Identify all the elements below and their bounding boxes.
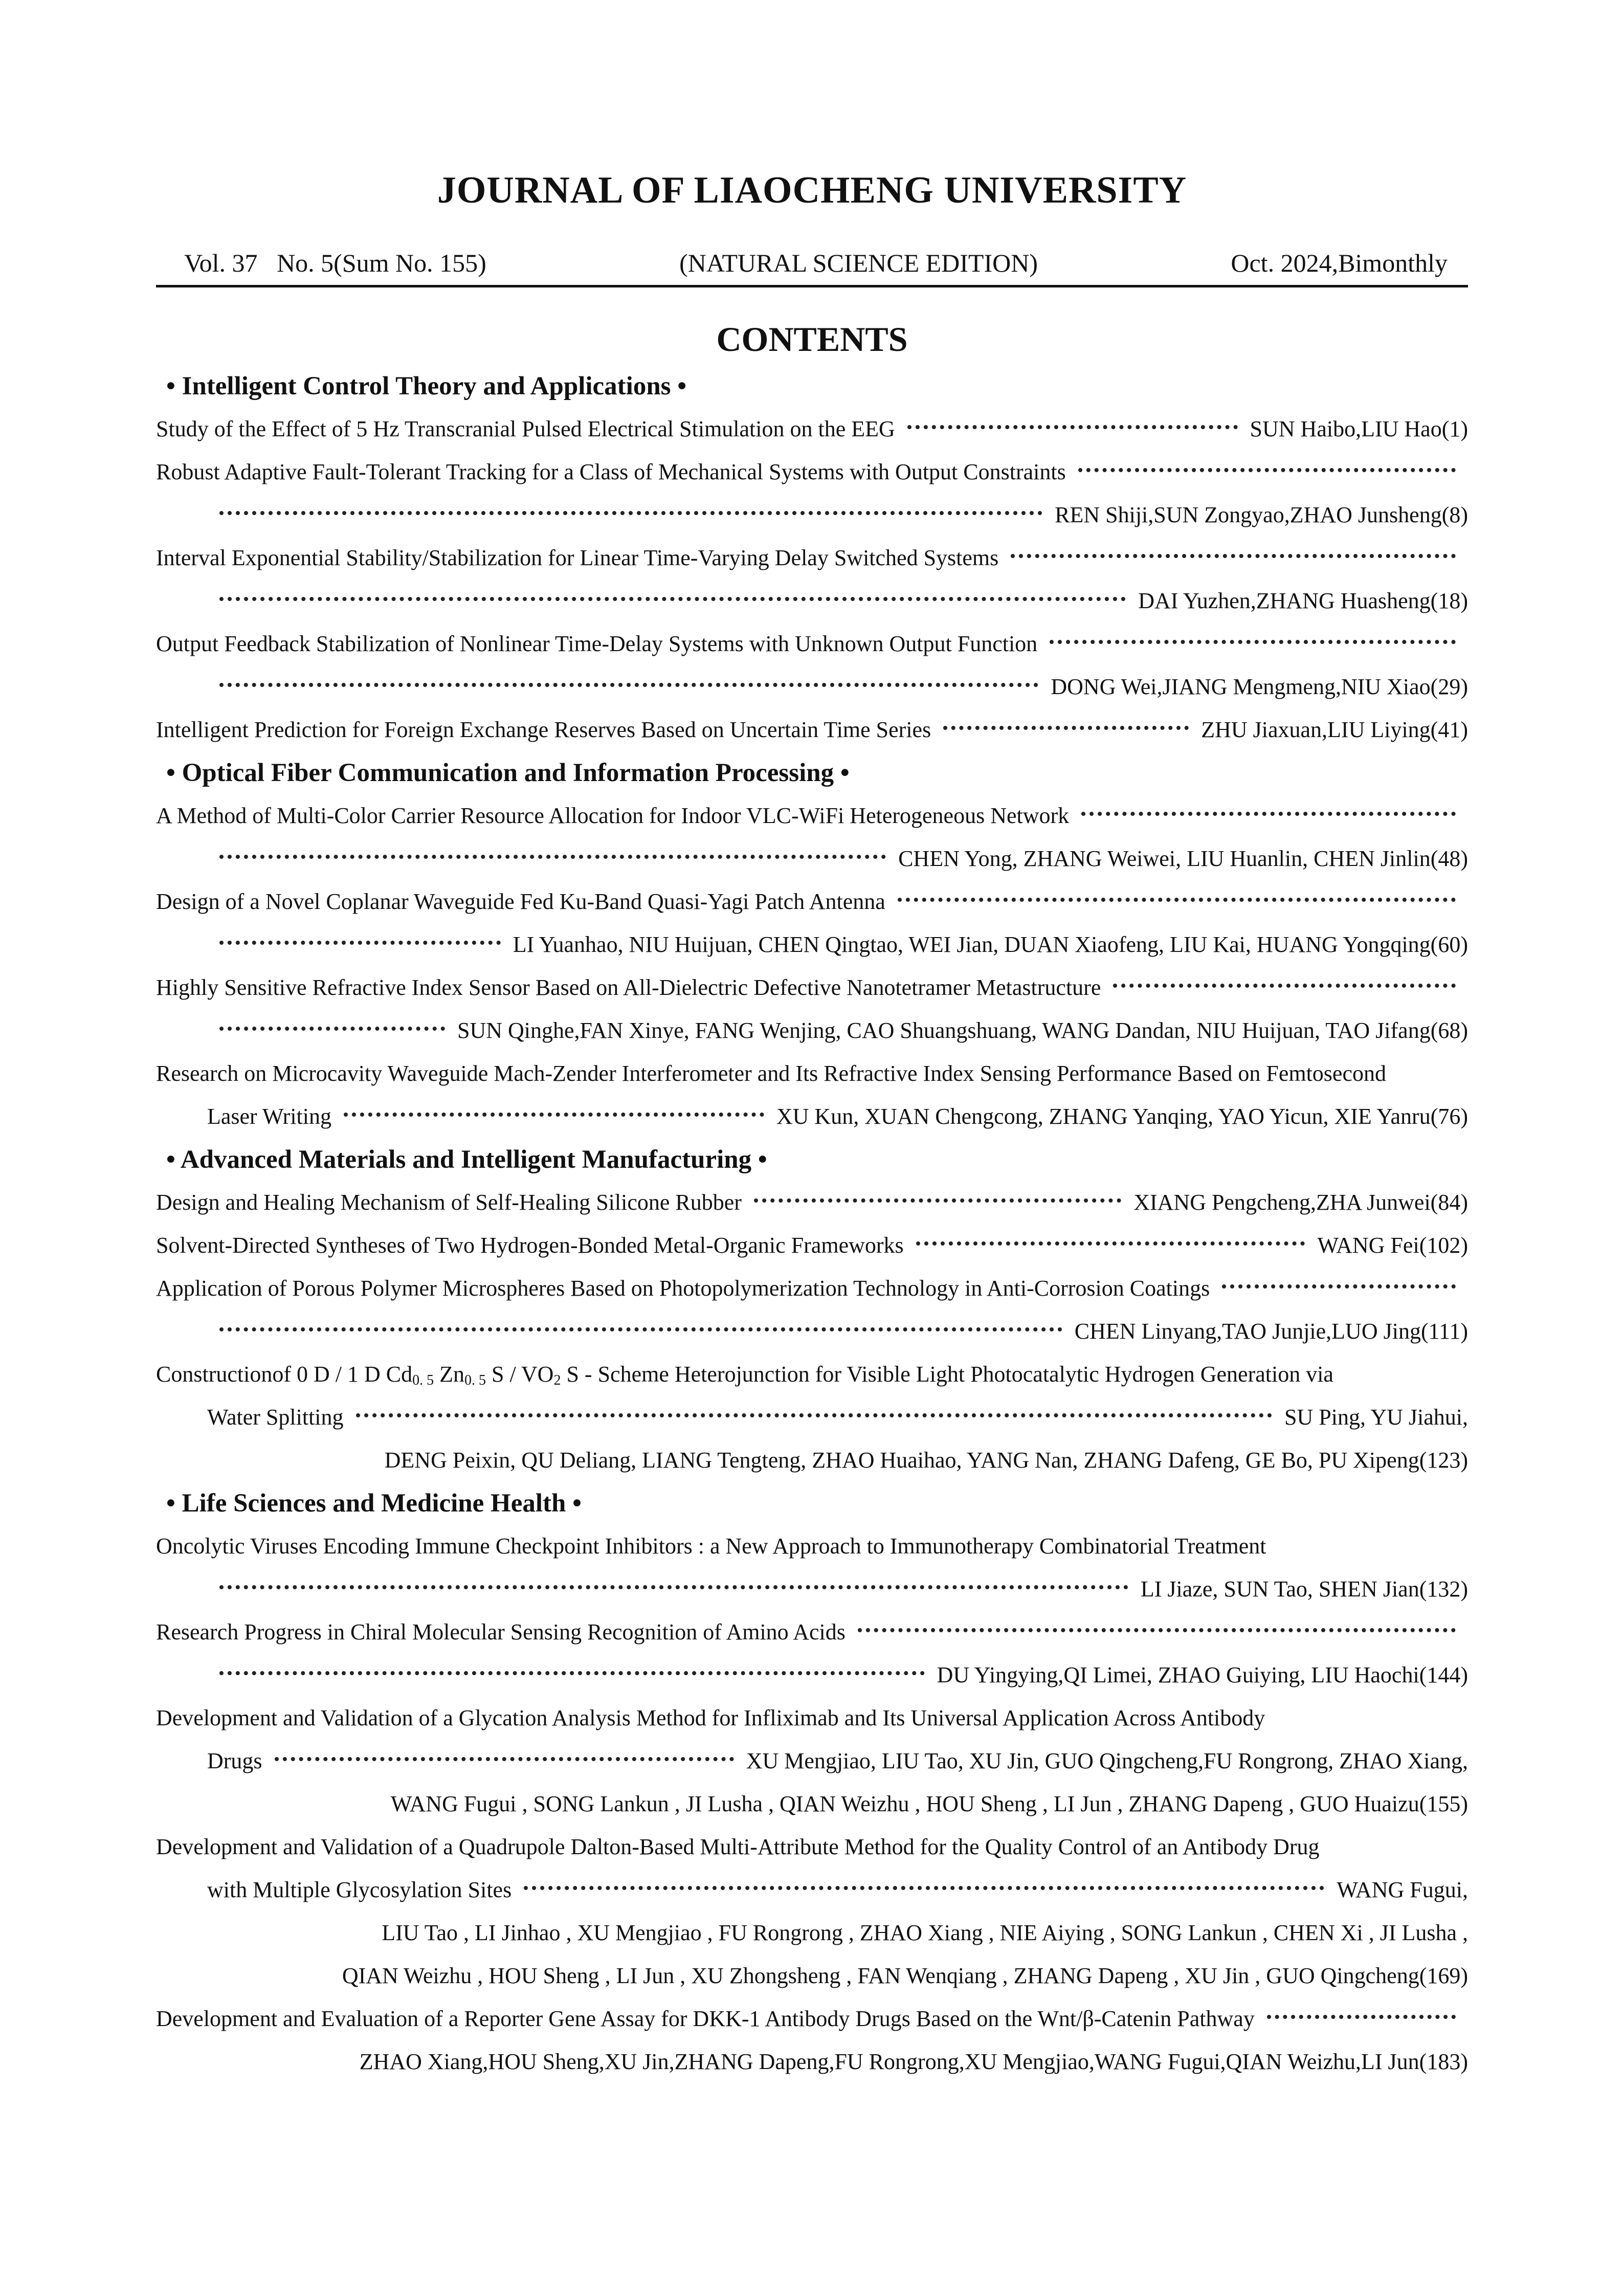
issue-info-bar: [156, 248, 1468, 287]
issue-date: Oct. 2024,Bimonthly: [1231, 249, 1448, 277]
toc-entry-continuation: [156, 1095, 1468, 1138]
section-heading: • Optical Fiber Communication and Information Processing •: [166, 759, 850, 787]
article-title: Interval Exponential Stability/Stabilization for Linear Time-Varying Delay Switched Systems: [156, 545, 999, 570]
toc-entry[interactable]: [156, 1224, 1468, 1267]
leader-dots: [1078, 468, 1456, 472]
article-authors: WANG Fugui,: [1337, 1877, 1468, 1902]
toc-entry-continuation: [156, 923, 1468, 966]
title-part: Zn: [434, 1362, 464, 1387]
article-title: Research Progress in Chiral Molecular Sensing Recognition of Amino Acids: [156, 1619, 846, 1644]
toc-entry[interactable]: [156, 794, 1468, 837]
article-title: Development and Validation of a Quadrupole Dalton-Based Multi-Attribute Method for the Quality Control of an Antibody Drug: [156, 1834, 1320, 1859]
article-title: Design of a Novel Coplanar Waveguide Fed Ku-Band Quasi-Yagi Patch Antenna: [156, 889, 885, 914]
leader-dots: [344, 1113, 764, 1117]
subscript: 2: [553, 1372, 561, 1388]
leader-dots: [1081, 812, 1456, 816]
toc-entry[interactable]: [156, 1525, 1468, 1568]
leader-dots: [1113, 984, 1456, 988]
toc-entry[interactable]: [156, 966, 1468, 1009]
article-title-continuation: Drugs: [207, 1748, 262, 1773]
volume-issue: [184, 248, 486, 278]
article-authors-continuation: DENG Peixin, QU Deliang, LIANG Tengteng, ZHAO Huaihao, YANG Nan, ZHANG Dafeng, GE Bo, PU Xipeng(123): [384, 1448, 1468, 1473]
article-title: Application of Porous Polymer Microspheres Based on Photopolymerization Technology in Anti-Corrosion Coatings: [156, 1276, 1210, 1301]
leader-dots: [219, 941, 501, 945]
toc-entry-continuation: [156, 1869, 1468, 1912]
article-authors: DAI Yuzhen,ZHANG Huasheng(18): [1138, 588, 1468, 613]
toc-entry-continuation: [156, 2040, 1468, 2083]
article-authors: XU Mengjiao, LIU Tao, XU Jin, GUO Qingcheng,FU Rongrong, ZHAO Xiang,: [746, 1748, 1468, 1773]
article-authors: SU Ping, YU Jiahui,: [1284, 1405, 1468, 1430]
contents-page: [156, 169, 1468, 2083]
article-title-continuation: with Multiple Glycosylation Sites: [207, 1877, 512, 1902]
toc-entry[interactable]: [156, 623, 1468, 665]
leader-dots: [524, 1886, 1324, 1890]
leader-dots: [219, 855, 886, 859]
article-title: Development and Evaluation of a Reporter Gene Assay for DKK-1 Antibody Drugs Based on the Wnt/β-Catenin Pathway: [156, 2006, 1255, 2031]
toc-entry-continuation: [156, 1912, 1468, 1954]
article-title-continuation: Water Splitting: [207, 1405, 344, 1430]
leader-dots: [1222, 1284, 1456, 1288]
leader-dots: [275, 1757, 734, 1761]
leader-dots: [858, 1628, 1456, 1632]
toc-entry[interactable]: [156, 880, 1468, 923]
leader-dots: [754, 1198, 1121, 1203]
leader-dots: [916, 1241, 1305, 1246]
toc-entry-continuation: [156, 1439, 1468, 1482]
leader-dots: [219, 1671, 925, 1675]
toc-entry[interactable]: [156, 1353, 1468, 1396]
toc-entry-continuation: [156, 1568, 1468, 1611]
article-title: Robust Adaptive Fault-Tolerant Tracking for a Class of Mechanical Systems with Output Constraints: [156, 459, 1066, 484]
leader-dots: [898, 898, 1456, 902]
toc-entry-continuation: [156, 1783, 1468, 1826]
article-authors: LI Yuanhao, NIU Huijuan, CHEN Qingtao, WEI Jian, DUAN Xiaofeng, LIU Kai, HUANG Yongqing(60): [513, 932, 1468, 957]
toc-entry[interactable]: [156, 708, 1468, 751]
toc-entry[interactable]: [156, 537, 1468, 580]
journal-title: JOURNAL OF LIAOCHENG UNIVERSITY: [437, 169, 1187, 211]
article-authors: XIANG Pengcheng,ZHA Junwei(84): [1133, 1190, 1468, 1215]
toc-entry-continuation: [156, 1954, 1468, 1997]
leader-dots: [907, 425, 1238, 429]
article-authors: SUN Qinghe,FAN Xinye, FANG Wenjing, CAO Shuangshuang, WANG Dandan, NIU Huijuan, TAO Jifang(68): [457, 1018, 1468, 1043]
subscript: 0. 5: [412, 1372, 434, 1388]
leader-dots: [219, 511, 1042, 515]
article-title: Solvent-Directed Syntheses of Two Hydrogen-Bonded Metal-Organic Frameworks: [156, 1233, 904, 1258]
article-authors: CHEN Yong, ZHANG Weiwei, LIU Huanlin, CHEN Jinlin(48): [898, 846, 1468, 871]
toc-entry-continuation: [156, 665, 1468, 708]
article-authors-continuation: QIAN Weizhu , HOU Sheng , LI Jun , XU Zhongsheng , FAN Wenqiang , ZHANG Dapeng , XU Jin , GUO Qingcheng(169): [342, 1963, 1468, 1988]
toc-entry[interactable]: [156, 1267, 1468, 1310]
article-title: Development and Validation of a Glycation Analysis Method for Infliximab and Its Universal Application Across Antibody: [156, 1705, 1265, 1730]
article-title-continuation: Laser Writing: [207, 1104, 332, 1129]
article-authors: LI Jiaze, SUN Tao, SHEN Jian(132): [1140, 1576, 1468, 1602]
article-authors: REN Shiji,SUN Zongyao,ZHAO Junsheng(8): [1055, 502, 1468, 527]
toc-entry[interactable]: [156, 1826, 1468, 1869]
title-part: Constructionof 0 D / 1 D Cd: [156, 1362, 413, 1387]
leader-dots: [219, 1327, 1062, 1331]
toc-entry[interactable]: [156, 1611, 1468, 1654]
contents-heading: CONTENTS: [716, 320, 908, 359]
title-part: S - Scheme Heterojunction for Visible Light Photocatalytic Hydrogen Generation via: [561, 1362, 1333, 1387]
article-authors: ZHAO Xiang,HOU Sheng,XU Jin,ZHANG Dapeng,FU Rongrong,XU Mengjiao,WANG Fugui,QIAN Weizhu,LI Jun(183): [359, 2049, 1468, 2074]
toc-entry-continuation: [156, 1009, 1468, 1052]
toc-entry[interactable]: [156, 1181, 1468, 1224]
toc-entry-continuation: [156, 580, 1468, 623]
leader-dots: [943, 726, 1189, 730]
toc-entry-continuation: [156, 1396, 1468, 1439]
toc-entry-continuation: [156, 1740, 1468, 1783]
article-authors: ZHU Jiaxuan,LIU Liying(41): [1201, 717, 1468, 742]
article-title: Output Feedback Stabilization of Nonlinear Time-Delay Systems with Unknown Output Function: [156, 631, 1038, 656]
article-authors: DU Yingying,QI Limei, ZHAO Guiying, LIU Haochi(144): [937, 1662, 1468, 1687]
leader-dots: [1267, 2015, 1456, 2019]
article-title: Research on Microcavity Waveguide Mach-Zender Interferometer and Its Refractive Index Sensing Performance Based on Femtosecond: [156, 1061, 1386, 1086]
leader-dots: [1050, 640, 1456, 644]
section-heading: • Intelligent Control Theory and Applications •: [166, 372, 687, 401]
article-title: Oncolytic Viruses Encoding Immune Checkpoint Inhibitors : a New Approach to Immunotherapy Combinatorial Treatment: [156, 1534, 1266, 1559]
article-title: A Method of Multi-Color Carrier Resource Allocation for Indoor VLC-WiFi Heterogeneous Network: [156, 803, 1070, 828]
toc-entry[interactable]: [156, 1997, 1468, 2040]
volume: Vol. 37: [184, 249, 258, 277]
toc-entry[interactable]: [156, 408, 1468, 451]
edition: (NATURAL SCIENCE EDITION): [679, 249, 1038, 277]
subscript: 0. 5: [464, 1372, 486, 1388]
article-title: Intelligent Prediction for Foreign Exchange Reserves Based on Uncertain Time Series: [156, 717, 931, 742]
article-title: Study of the Effect of 5 Hz Transcranial Pulsed Electrical Stimulation on the EEG: [156, 416, 895, 441]
title-part: S / VO: [486, 1362, 554, 1387]
article-authors: CHEN Linyang,TAO Junjie,LUO Jing(111): [1074, 1319, 1468, 1344]
leader-dots: [219, 1585, 1128, 1589]
toc-entry[interactable]: [156, 1052, 1468, 1095]
section-heading: • Life Sciences and Medicine Health •: [166, 1489, 582, 1518]
article-authors: WANG Fei(102): [1317, 1233, 1468, 1258]
section-heading: • Advanced Materials and Intelligent Manufacturing •: [166, 1145, 767, 1174]
article-authors: DONG Wei,JIANG Mengmeng,NIU Xiao(29): [1051, 674, 1468, 699]
issue: No. 5(Sum No. 155): [277, 249, 486, 277]
toc-entry-continuation: [156, 1310, 1468, 1353]
article-authors-continuation: WANG Fugui , SONG Lankun , JI Lusha , QIAN Weizhu , HOU Sheng , LI Jun , ZHANG Dapeng , GUO Huaizu(155): [390, 1791, 1468, 1816]
toc-entry[interactable]: [156, 451, 1468, 494]
leader-dots: [356, 1413, 1272, 1417]
article-title: [156, 1353, 1333, 1402]
leader-dots: [219, 597, 1126, 601]
article-authors: SUN Haibo,LIU Hao(1): [1250, 416, 1468, 441]
leader-dots: [1011, 554, 1456, 558]
toc-entry-continuation: [156, 1654, 1468, 1697]
leader-dots: [219, 683, 1038, 687]
toc-entry[interactable]: [156, 1697, 1468, 1740]
article-authors-continuation: LIU Tao , LI Jinhao , XU Mengjiao , FU Rongrong , ZHAO Xiang , NIE Aiying , SONG Lankun , CHEN Xi , JI Lusha ,: [382, 1920, 1468, 1945]
leader-dots: [219, 1027, 445, 1031]
toc-entry-continuation: [156, 837, 1468, 880]
article-authors: XU Kun, XUAN Chengcong, ZHANG Yanqing, YAO Yicun, XIE Yanru(76): [776, 1104, 1468, 1129]
article-title: Highly Sensitive Refractive Index Sensor Based on All-Dielectric Defective Nanotetramer Metastructure: [156, 975, 1101, 1000]
toc-entry-continuation: [156, 494, 1468, 537]
article-title: Design and Healing Mechanism of Self-Healing Silicone Rubber: [156, 1190, 742, 1215]
